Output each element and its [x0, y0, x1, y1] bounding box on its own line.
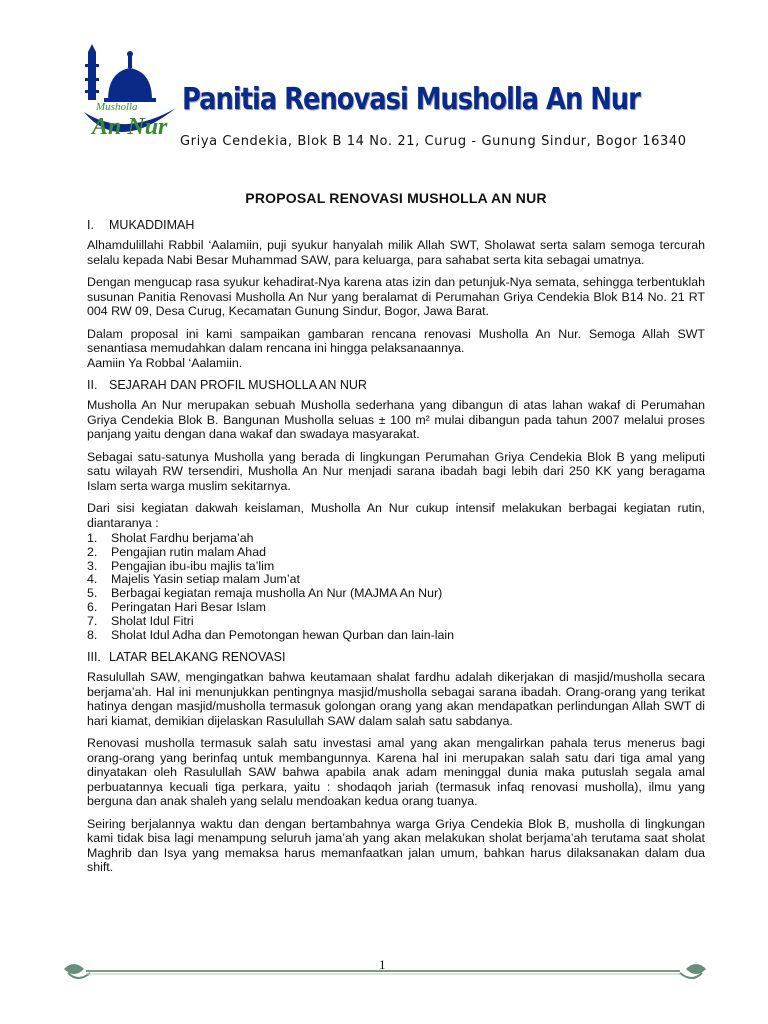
section-heading: [87, 218, 705, 232]
page-number: 1: [379, 957, 386, 972]
letterhead: [78, 42, 718, 162]
section-title: LATAR BELAKANG RENOVASI: [109, 650, 286, 665]
list-item: 4. Majelis Yasin setiap malam Jum’at: [87, 572, 300, 587]
paragraph: Dengan mengucap rasa syukur kehadirat-Nya karena atas izin dan petunjuk-Nya semata, sehingga terbentuklah susunan Panitia Renovasi Musholla An Nur yang beralamat di Perumahan Griya Cendekia Blok B14 No. 21 RT 004 RW 09, Desa Curug, Kecamatan Gunung Sindur, Bogor, Jawa Barat.: [87, 275, 705, 318]
list-item: 7. Sholat Idul Fitri: [87, 613, 194, 628]
mosque-logo-icon: [78, 42, 182, 154]
paragraph: Seiring berjalannya waktu dan dengan bertambahnya warga Griya Cendekia Blok B, musholla di lingkungan kami tidak bisa lagi menampung seluruh jama’ah yang akan melakukan sholat berjama’ah terutama saat sholat Maghrib dan Isya yang memaksa harus memanfaatkan jalan umum, bahkan harus dilaksanakan dalam dua shift.: [87, 816, 705, 875]
list-item: 1. Sholat Fardhu berjama’ah: [87, 531, 254, 545]
section-heading: [87, 650, 705, 664]
section-title: SEJARAH DAN PROFIL MUSHOLLA AN NUR: [109, 378, 367, 392]
footer: [60, 955, 710, 985]
list-item: 2. Pengajian rutin malam Ahad: [87, 544, 266, 559]
logo-text-main: An Nur: [92, 114, 168, 140]
paragraph: Sebagai satu-satunya Musholla yang berada di lingkungan Perumahan Griya Cendekia Blok B yang meliputi satu wilayah RW tersendiri, Musholla An Nur menjadi sarana ibadah bagi lebih dari 250 KK yang beragama Islam serta warga muslim sekitarnya.: [87, 449, 705, 493]
paragraph: Dari sisi kegiatan dakwah keislaman, Musholla An Nur cukup intensif melakukan berbagai kegiatan rutin, diantaranya :: [87, 501, 705, 530]
section-number: II.: [87, 378, 98, 392]
section-number: III.: [87, 650, 101, 665]
section-title: MUKADDIMAH: [109, 218, 195, 232]
list-item: 6. Peringatan Hari Besar Islam: [87, 599, 266, 614]
paragraph: Musholla An Nur merupakan sebuah Musholla sederhana yang dibangun di atas lahan wakaf di Perumahan Griya Cendekia Blok B. Bangunan Musholla seluas ± 100 m² mulai dibangun pada tahun 2007 melalui proses panjang yaitu dengan dana wakaf dan swadaya masyarakat.: [87, 398, 705, 441]
org-title: Panitia Renovasi Musholla An Nur: [182, 82, 640, 117]
paragraph: Aamiin Ya Robbal ‘Aalamiin.: [87, 355, 243, 370]
section-number: I.: [87, 218, 94, 232]
section-heading: [87, 378, 705, 392]
logo-text-top: Musholla: [96, 101, 138, 113]
activity-list: [87, 532, 705, 642]
paragraph: Rasulullah SAW, mengingatkan bahwa keutamaan shalat fardhu adalah dikerjakan di masjid/musholla secara berjama’ah. Hal ini menunjukkan pentingnya masjid/musholla sebagai sarana ibadah. Orang-orang yang terikat hatinya dengan masjid/musholla termasuk golongan orang yang akan mendapatkan perlindungan Allah SWT di hari kiamat, demikian dijelaskan Rasulullah SAW dalam salah satu sabdanya.: [87, 670, 705, 728]
list-item: 5. Berbagai kegiatan remaja musholla An Nur (MAJMA An Nur): [87, 586, 443, 601]
paragraph: Dalam proposal ini kami sampaikan gambaran rencana renovasi Musholla An Nur. Semoga Allah SWT senantiasa memudahkan dalam rencana ini hingga pelaksanaannya.: [87, 326, 705, 355]
paragraph: Renovasi musholla termasuk salah satu investasi amal yang akan mengalirkan pahala terus menerus bagi orang-orang yang berinfaq untuk membangunnya. Karena hal ini merupakan salah satu dari tiga amal yang dinyatakan oleh Rasulullah SAW bahwa apabila anak adam meninggal dunia maka putuslah segala amal perbuatannya kecuali tiga perkara, yaitu : shodaqoh jariah (termasuk infaq renovasi musholla), ilmu yang berguna dan anak shaleh yang selalu mendoakan kedua orang tuanya.: [87, 736, 705, 809]
list-item: 3. Pengajian ibu-ibu majlis ta’lim: [87, 558, 275, 573]
list-item: 8. Sholat Idul Adha dan Pemotongan hewan Qurban dan lain-lain: [87, 627, 455, 642]
paragraph: Alhamdulillahi Rabbil ‘Aalamiin, puji syukur hanyalah milik Allah SWT, Sholawat serta salam semoga tercurah selalu kepada Nabi Besar Muhammad SAW, para keluarga, para sahabat serta kita sebagai umatnya.: [87, 238, 705, 267]
org-address: Griya Cendekia, Blok B 14 No. 21, Curug - Gunung Sindur, Bogor 16340: [180, 134, 687, 149]
document-title: PROPOSAL RENOVASI MUSHOLLA AN NUR: [245, 190, 547, 206]
document-body: [87, 190, 705, 883]
